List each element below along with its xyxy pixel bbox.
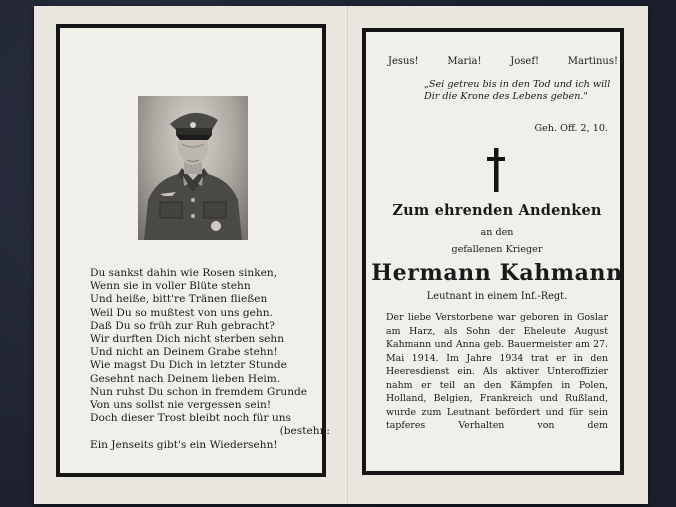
poem-line: Ein Jenseits gibt's ein Wiedersehn! (90, 438, 278, 451)
poem-line: Weil Du so mußtest von uns gehn. (90, 306, 273, 319)
memorial-poem (90, 267, 330, 452)
deceased-name: Hermann Kahmann (371, 260, 623, 286)
poem-line: Doch dieser Trost bleibt noch für uns (90, 412, 291, 425)
soldier-portrait (138, 96, 248, 240)
poem-line: Wenn sie in voller Blüte stehn (90, 280, 251, 293)
poem-line: Daß Du so früh zur Ruh gebracht? (90, 319, 275, 332)
biography-text: Der liebe Verstorbene war geboren in Goslar am Harz, als Sohn der Eheleute August Kahmann und Anna geb. Bauermeister am 27. Mai 1914. Im Jahre 1934 trat er in den Heeresdienst ein. Als aktiver Unteroffizier nahm er teil an den Kämpfen in Polen, Holland, Belgien, Frankreich und Rußland, wurde zum Leutnant befördert und für sein tapferes Verhalten von dem (386, 312, 608, 431)
holy-name: Jesus! (388, 56, 419, 67)
cross-icon (486, 148, 506, 196)
poem-line: Und nicht an Deinem Grabe stehn! (90, 346, 278, 359)
poem-line: Nun ruhst Du schon in fremdem Grunde (90, 385, 308, 398)
poem-line: Wir durften Dich nicht sterben sehn (90, 333, 285, 346)
holy-name: Josef! (510, 56, 540, 67)
poem-line: Du sankst dahin wie Rosen sinken, (90, 267, 278, 279)
poem-line: Von uns sollst nie vergessen sein! (90, 399, 272, 412)
poem-line: (bestehn: (279, 425, 330, 438)
verse-reference: Geh. Off. 2, 10. (534, 123, 608, 134)
holy-names (388, 56, 618, 67)
right-page-panel (362, 28, 624, 475)
card-fold (347, 6, 349, 504)
deceased-rank: Leutnant in einem Inf.-Regt. (426, 291, 568, 302)
poem-line: Und heiße, bitt're Tränen fließen (90, 293, 268, 306)
left-page-panel (56, 24, 330, 477)
holy-name: Maria! (447, 56, 482, 67)
bible-verse: „Sei getreu bis in den Tod und ich will Dir die Krone des Lebens geben." (424, 79, 611, 103)
poem-line: Gesehnt nach Deinem lieben Heim. (90, 372, 281, 385)
memorial-heading: Zum ehrenden Andenken (392, 202, 602, 219)
an-den-line: an den (480, 227, 514, 238)
holy-name: Martinus! (567, 56, 618, 67)
poem-line: Wie magst Du Dich in letzter Stunde (90, 359, 287, 372)
fallen-soldier-line: gefallenen Krieger (451, 244, 543, 255)
